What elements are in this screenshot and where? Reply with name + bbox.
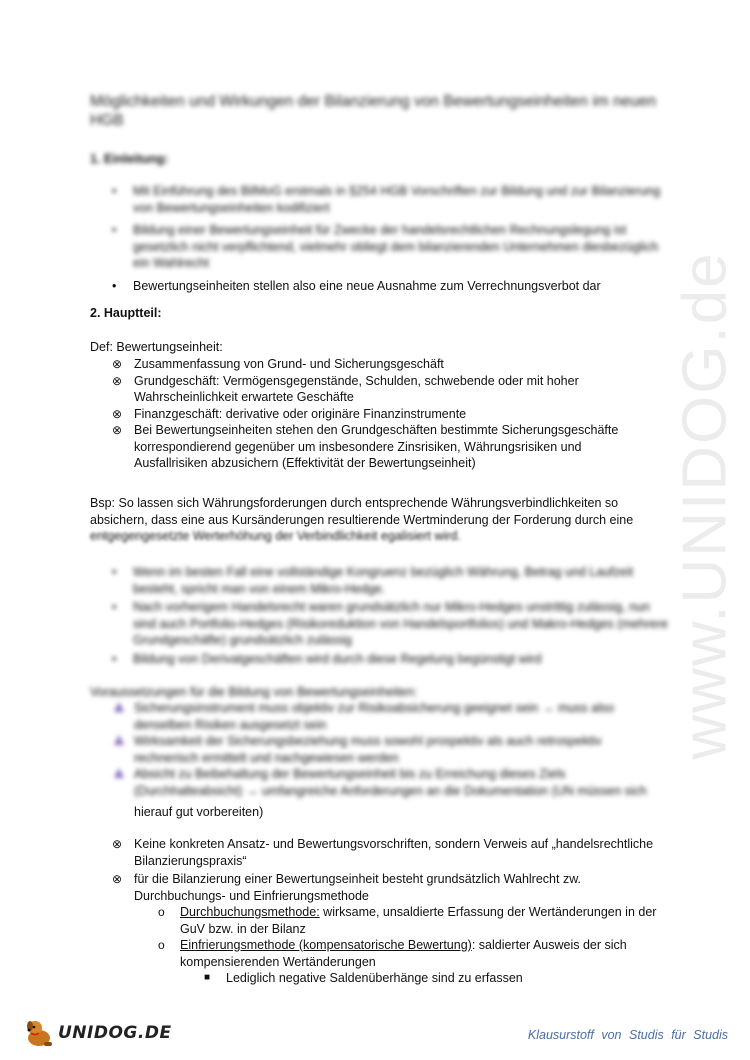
circle-bullet-icon: o xyxy=(158,905,165,919)
circle-bullet-icon: o xyxy=(158,938,165,952)
list-item: ⊗ Grundgeschäft: Vermögensgegenstände, Schulden, schwebende oder mit hoher Wahrscheinlichkeit erwartete Geschäfte xyxy=(112,373,579,404)
list-item: Wirksamkeit der Sicherungsbeziehung muss sowohl prospektiv als auch retrospektiv rechnerisch ermittelt und nachgewiesen werden xyxy=(112,733,657,766)
section-1-heading: 1. Einleitung: xyxy=(90,152,169,166)
list-item: • Bewertungseinheiten stellen also eine neue Ausnahme zum Verrechnungsverbot dar xyxy=(112,278,601,293)
method-item: o Einfrierungsmethode (kompensatorische Bewertung): saldierter Ausweis der sich kompensierenden Wertänderungen xyxy=(158,938,627,969)
example-blurred-line: entgegengesetzte Werterhöhung der Verbindlichkeit egalisiert wird. xyxy=(90,529,461,543)
prerequisites-list xyxy=(112,700,657,799)
footer-slogan: Klausurstoff von Studis für Studis xyxy=(527,1028,728,1042)
method-item: o Durchbuchungsmethode: wirksame, unsaldierte Erfassung der Wertänderungen in der GuV bzw. in der Bilanz xyxy=(158,905,657,936)
watermark: www.UNIDOG.de xyxy=(670,250,740,760)
bullet-icon: • xyxy=(112,184,117,198)
prerequisites-heading: Voraussetzungen für die Bildung von Bewertungseinheiten: xyxy=(90,685,418,699)
list-item: Absicht zu Beibehaltung der Bewertungseinheit bis zu Erreichung dieses Ziels (Durchhalteabsicht) → umfangreiche Anforderungen an die Dokumentation (UN müssen sich xyxy=(112,766,657,799)
list-item: • Mit Einführung des BilMoG erstmals in §254 HGB Vorschriften zur Bildung und zur Bilanzierung von Bewertungseinheiten kodifiziert xyxy=(112,184,661,215)
list-item: ⊗ Keine konkreten Ansatz- und Bewertungsvorschriften, sondern Verweis auf „handelsrechtliche Bilanzierungspraxis“ xyxy=(112,837,654,868)
sub-list-item: ■ Lediglich negative Saldenüberhänge sind zu erfassen xyxy=(204,971,523,985)
list-item: • Bildung einer Bewertungseinheit für Zwecke der handelsrechtlichen Rechnungslegung ist gesetzlich nicht verpflichtend, vielmehr obliegt dem bilanzierenden Unternehmen diesbezüglich ein Wahlrecht xyxy=(112,223,659,270)
list-item: ⊗ Finanzgeschäft: derivative oder originäre Finanzinstrumente xyxy=(112,406,467,421)
bullet-icon: • xyxy=(112,278,117,293)
list-item: • Wenn im besten Fall eine vollständige Kongruenz bezüglich Währung, Betrag und Laufzeit besteht, spricht man von einem Mikro-Hedge. xyxy=(112,565,634,596)
circled-x-icon: ⊗ xyxy=(112,406,123,421)
hedge-list xyxy=(108,564,668,669)
list-item: Sicherungsinstrument muss objektiv zur Risikoabsicherung geeignet sein → muss also denselben Risiken ausgesetzt sein xyxy=(112,700,657,733)
dog-icon xyxy=(22,1016,56,1050)
circled-x-icon: ⊗ xyxy=(112,373,123,388)
list-item: • Nach vorherigem Handelsrecht waren grundsätzlich nur Mikro-Hedges unstrittig zulässig, nun sind auch Portfolio-Hedges (Risikoreduktion von Handelsportfolios) und Makro-Hedges (mehrere Grundgeschäfte) grundsätzlich zulässig xyxy=(112,600,668,647)
page-title: Möglichkeiten und Wirkungen der Bilanzierung von Bewertungseinheiten im neuen HGB xyxy=(90,93,657,129)
definition-list xyxy=(112,356,657,472)
bullet-icon: • xyxy=(112,600,117,614)
circled-x-icon: ⊗ xyxy=(112,872,123,886)
circled-x-icon: ⊗ xyxy=(112,423,123,437)
arrow-bullet-icon xyxy=(114,735,124,745)
bullet-icon: • xyxy=(112,223,117,237)
square-bullet-icon: ■ xyxy=(204,972,211,983)
arrow-bullet-icon xyxy=(114,768,124,778)
circled-x-icon: ⊗ xyxy=(112,837,123,851)
list-item: ⊗ Zusammenfassung von Grund- und Sicherungsgeschäft xyxy=(112,357,444,371)
definition-label: Def: Bewertungseinheit: xyxy=(90,340,223,354)
bullet-icon: • xyxy=(112,651,117,666)
section-2-heading: 2. Hauptteil: xyxy=(90,306,162,320)
unidog-logo: UNIDOG.DE xyxy=(22,1016,172,1050)
arrow-bullet-icon xyxy=(114,702,124,712)
list-item: ⊗ für die Bilanzierung einer Bewertungseinheit besteht grundsätzlich Wahlrecht zw. Durchbuchungs- und Einfrierungsmethode xyxy=(112,872,582,903)
circled-x-icon: ⊗ xyxy=(112,357,123,371)
section-1-list xyxy=(108,183,668,296)
example-paragraph: Bsp: So lassen sich Währungsforderungen durch entsprechende Währungsverbindlichkeiten so absichern, dass eine aus Kursänderungen resultierende Wertminderung der Forderung durch eine entgegengesetzte Werterhöhung der Verbindlichkeit egalisiert wird. xyxy=(90,495,665,545)
list-item: • Bildung von Derivatgeschäften wird durch diese Regelung begünstigt wird xyxy=(112,651,542,666)
list-item: ⊗ Bei Bewertungseinheiten stehen den Grundgeschäften bestimmte Sicherungsgeschäfte korrespondierend gegenüber um insbesondere Zinsrisiken, Währungsrisiken und Ausfallrisiken abzusichern (Effektivität der Bewertungseinheit) xyxy=(112,423,619,470)
prerequisites-tail: hierauf gut vorbereiten) xyxy=(134,805,264,819)
bullet-icon: • xyxy=(112,565,117,579)
final-list xyxy=(112,836,657,904)
